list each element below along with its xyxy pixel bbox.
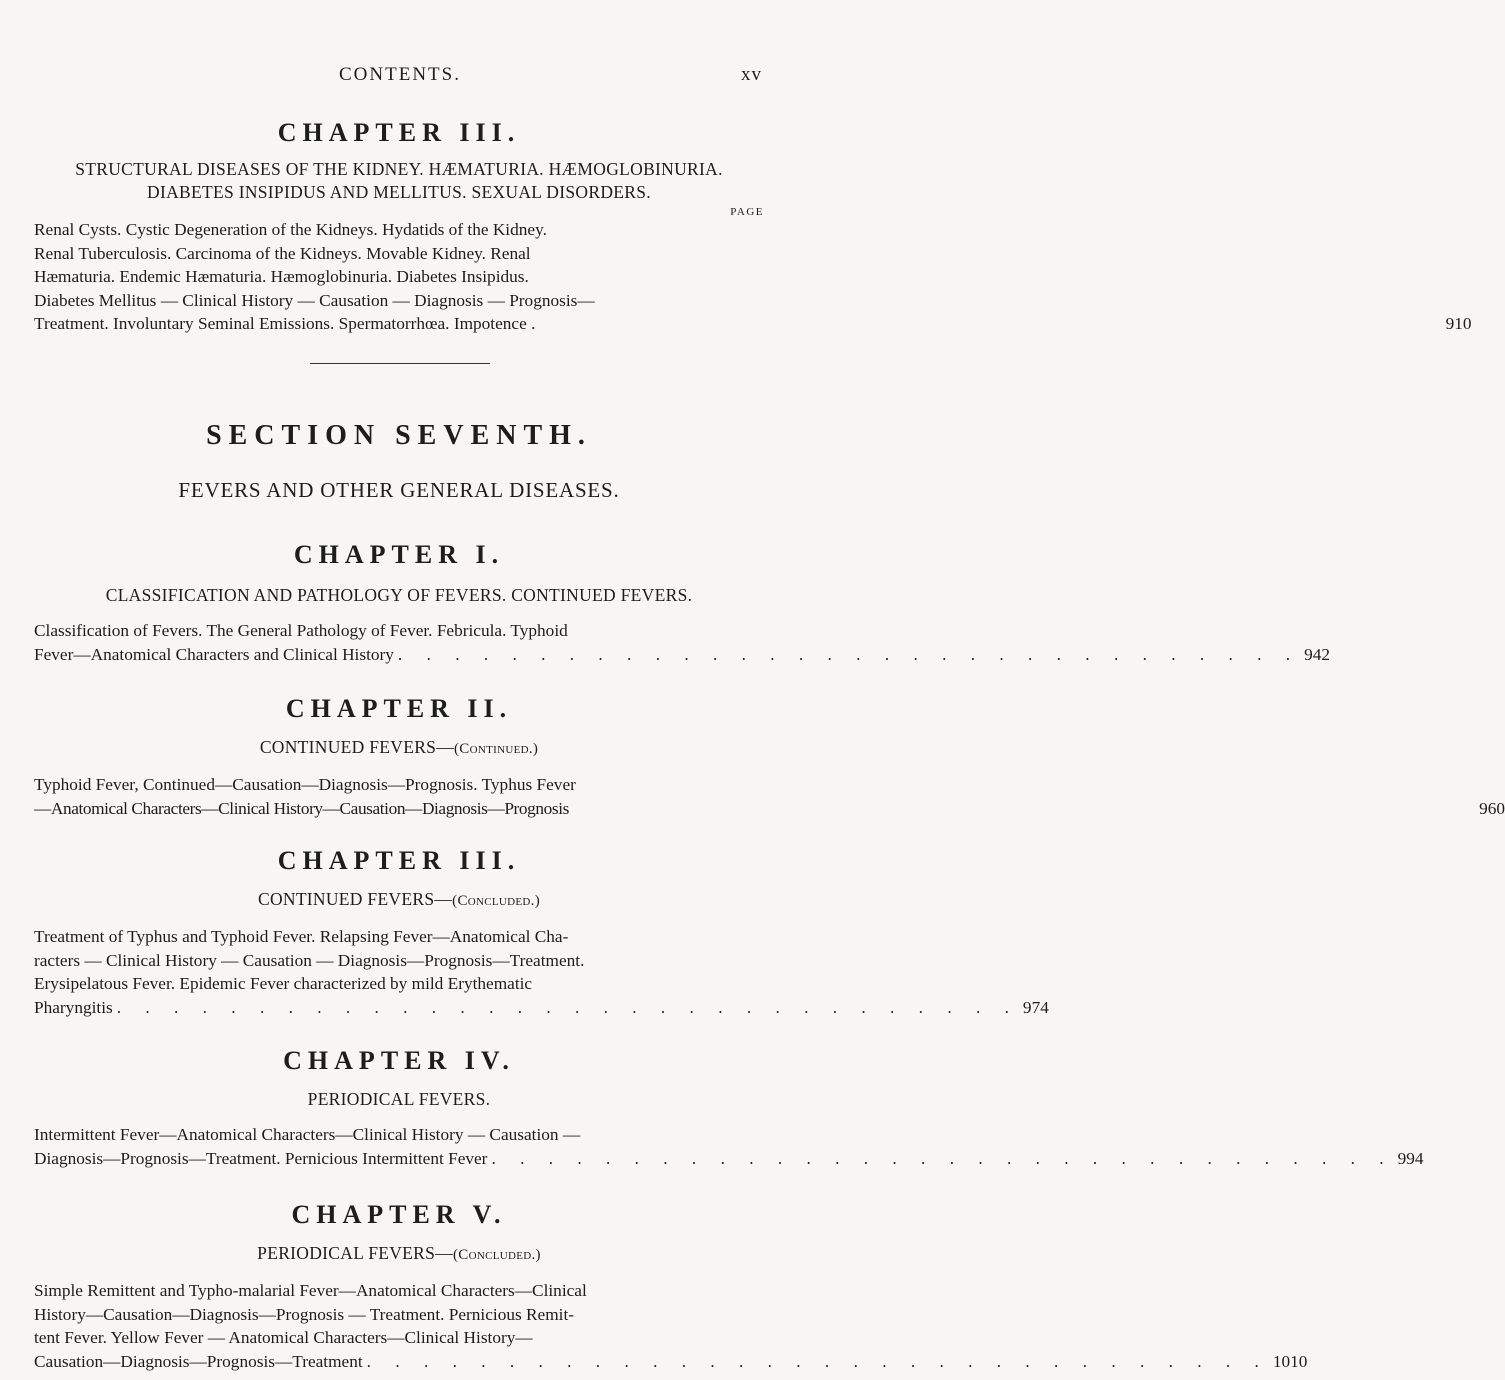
chapter-2-block	[34, 694, 1505, 820]
entry-line: Treatment. Involuntary Seminal Emissions. Spermatorrhœa. Impotence .	[34, 314, 536, 333]
page-number: xv	[741, 64, 762, 85]
entry-line: Classification of Fevers. The General Pathology of Fever. Febricula. Typhoid	[34, 621, 568, 640]
chapter-4-block	[34, 1046, 1424, 1170]
chapter-title	[34, 736, 764, 761]
chapter-heading: CHAPTER V.	[291, 1200, 507, 1229]
leader-dots: . . . . . . . . . . . . . . . . . . . . . . . . . . . . . . . .	[397, 644, 1301, 664]
chapter-3-kidney-block	[34, 118, 1472, 336]
chapter-title-line-1: STRUCTURAL DISEASES OF THE KIDNEY. HÆMATURIA. HÆMOGLOBINURIA.	[75, 159, 723, 179]
page-column-label: PAGE	[730, 206, 764, 218]
section-subtitle: FEVERS AND OTHER GENERAL DISEASES.	[178, 478, 620, 502]
running-head-title: CONTENTS.	[339, 64, 461, 85]
chapter-title: PERIODICAL FEVERS.	[307, 1089, 491, 1109]
chapter-title	[34, 888, 764, 913]
entry-page-number: 942	[1304, 644, 1331, 664]
chapter-heading: CHAPTER IV.	[283, 1046, 515, 1075]
chapter-3-block	[34, 846, 1049, 1019]
entry-line: —Anatomical Characters—Clinical History—Causation—Diagnosis—Prognosis	[34, 798, 569, 818]
entry-line: Diagnosis—Prognosis—Treatment. Pernicious Intermittent Fever	[34, 1148, 488, 1168]
leader-dots: . . . . . . . . . . . . . . . . . . . . . . . . . . . . . . . .	[491, 1148, 1394, 1168]
chapter-title-line-2: DIABETES INSIPIDUS AND MELLITUS. SEXUAL DISORDERS.	[147, 182, 651, 202]
section-heading: SECTION SEVENTH.	[206, 420, 592, 451]
chapter-heading: CHAPTER II.	[285, 694, 513, 723]
entry-page-number: 1010	[1272, 1351, 1308, 1371]
section-seventh-block	[34, 420, 764, 503]
chapter-title-parenthetical: (Concluded.)	[452, 893, 541, 909]
entry-line: Renal Tuberculosis. Carcinoma of the Kidneys. Movable Kidney. Renal	[34, 243, 531, 263]
chapter-5-block	[34, 1200, 1308, 1373]
leader-dots: . . . . . . . . . . . . . . . . . . . . . . . . . . . . . . . .	[116, 997, 1019, 1017]
entry-last-line	[34, 996, 1049, 1020]
entry-line: Treatment of Typhus and Typhoid Fever. Relapsing Fever—Anatomical Cha-	[34, 927, 569, 946]
chapter-heading: CHAPTER I.	[293, 540, 505, 569]
entry-line: Diabetes Mellitus — Clinical History — Causation — Diagnosis — Prognosis—	[34, 290, 595, 310]
entry-line: Causation—Diagnosis—Prognosis—Treatment	[34, 1351, 363, 1371]
entry-page-number: 974	[1022, 997, 1049, 1017]
entry-line: Typhoid Fever, Continued—Causation—Diagnosis—Prognosis. Typhus Fever	[34, 775, 576, 794]
chapter-contents-entry	[34, 218, 1472, 336]
entry-line: Hæmaturia. Endemic Hæmaturia. Hæmoglobinuria. Diabetes Insipidus.	[34, 267, 529, 286]
entry-line: Simple Remittent and Typho-malarial Fever—Anatomical Characters—Clinical	[34, 1281, 587, 1300]
entry-last-line	[34, 1350, 1308, 1374]
entry-last-line	[34, 797, 1505, 821]
chapter-contents-entry	[34, 619, 1331, 666]
chapter-title	[34, 1242, 764, 1267]
chapter-contents-entry	[34, 773, 1505, 820]
leader-dots: . . . . . . . . . . . . . . . . . . . . . . . . . . . . . . . .	[366, 1351, 1269, 1371]
entry-page-number: 960	[1479, 798, 1505, 818]
chapter-title-main: PERIODICAL FEVERS—	[257, 1243, 453, 1263]
chapter-contents-entry	[34, 925, 1049, 1019]
chapter-1-block	[34, 540, 1331, 666]
chapter-title-main: CONTINUED FEVERS—	[257, 889, 453, 909]
entry-line: tent Fever. Yellow Fever — Anatomical Characters—Clinical History—	[34, 1328, 533, 1347]
entry-page-number: 910	[1445, 314, 1472, 333]
entry-last-line	[34, 1147, 1424, 1171]
entry-line: racters — Clinical History — Causation — Diagnosis—Prognosis—Treatment.	[34, 950, 585, 970]
chapter-title-main: CONTINUED FEVERS—	[259, 737, 455, 757]
entry-line: Renal Cysts. Cystic Degeneration of the Kidneys. Hydatids of the Kidney.	[34, 220, 547, 239]
chapter-contents-entry	[34, 1279, 1308, 1373]
entry-line: Pharyngitis	[34, 997, 113, 1017]
entry-page-number: 994	[1397, 1148, 1424, 1168]
chapter-title-parenthetical: (Continued.)	[454, 741, 539, 757]
entry-last-line	[34, 643, 1331, 667]
section-divider	[310, 363, 490, 364]
chapter-heading: CHAPTER III.	[277, 118, 521, 147]
entry-line: Fever—Anatomical Characters and Clinical History	[34, 644, 394, 664]
chapter-contents-entry	[34, 1123, 1424, 1170]
entry-line: Erysipelatous Fever. Epidemic Fever characterized by mild Erythematic	[34, 974, 533, 993]
chapter-heading: CHAPTER III.	[277, 846, 521, 875]
entry-line: History—Causation—Diagnosis—Prognosis — Treatment. Pernicious Remit-	[34, 1304, 575, 1324]
chapter-title-parenthetical: (Concluded.)	[452, 1247, 541, 1263]
chapter-title: CLASSIFICATION AND PATHOLOGY OF FEVERS. CONTINUED FEVERS.	[105, 585, 693, 605]
entry-line: Intermittent Fever—Anatomical Characters—Clinical History — Causation —	[34, 1125, 581, 1144]
entry-last-line	[34, 312, 1472, 336]
